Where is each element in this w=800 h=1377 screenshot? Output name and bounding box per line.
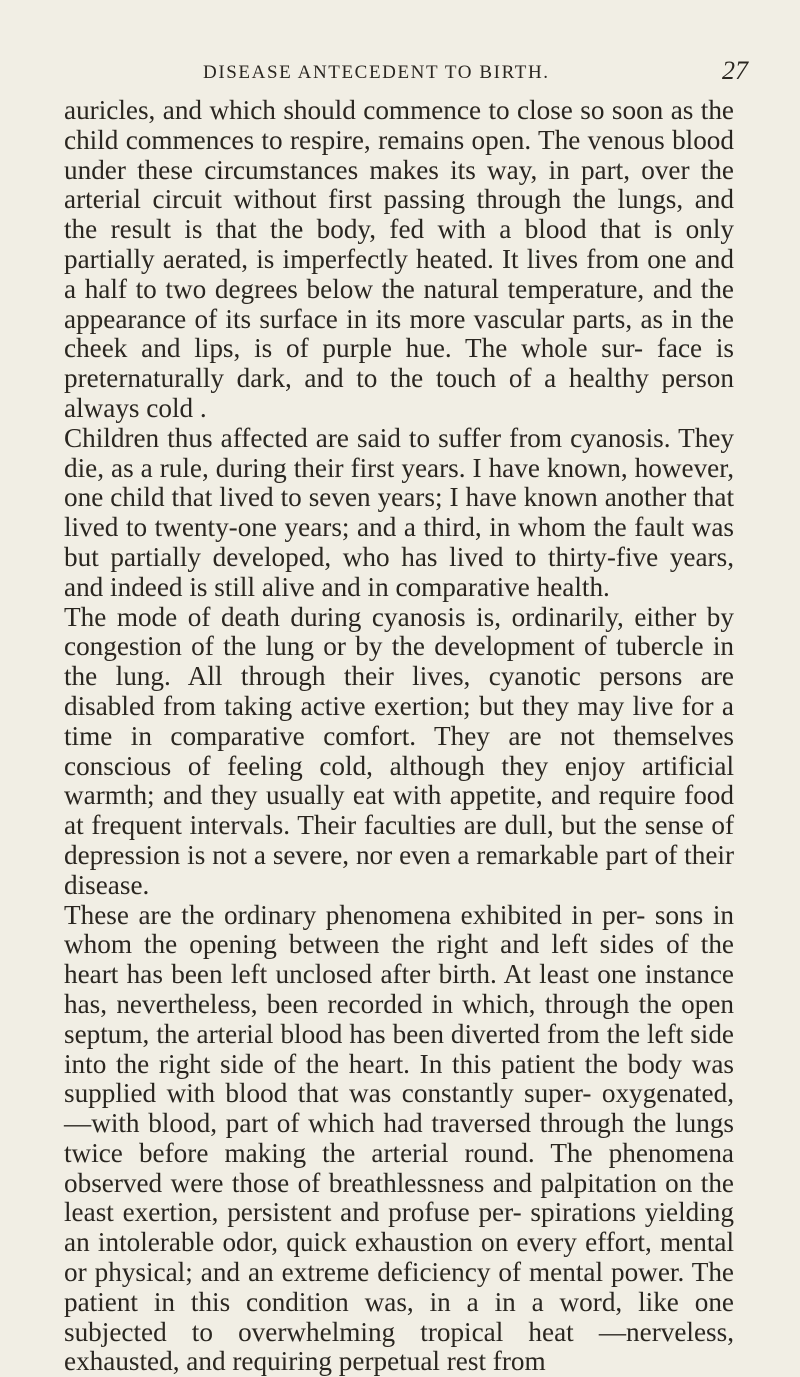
running-title: DISEASE ANTECEDENT TO BIRTH. [203, 62, 550, 83]
running-head [0, 56, 800, 86]
page-number: 27 [722, 56, 748, 85]
paragraph-4: These are the ordinary phenomena exhibited in per- sons in whom the opening between the right and left sides of the heart has been left unclosed after birth. At least one instance has, nevertheless, been recorded in which, through the open septum, the arterial blood has been diverted from the left side into the right side of the heart. In this patient the body was supplied with blood that was constantly super- oxygenated,—with blood, part of which had traversed through the lungs twice before making the arterial round. The phenomena observed were those of breathlessness and palpitation on the least exertion, persistent and profuse per- spirations yielding an intolerable odor, quick exhaustion on every effort, mental or physical; and an extreme deficiency of mental power. The patient in this condition was, in a in a word, like one subjected to overwhelming tropical heat —nerveless, exhausted, and requiring perpetual rest from [64, 899, 734, 1377]
paragraph-3: The mode of death during cyanosis is, ordinarily, either by congestion of the lung or by the development of tubercle in the lung. All through their lives, cyanotic persons are disabled from taking active exertion; but they may live for a time in comparative comfort. They are not themselves conscious of feeling cold, although they enjoy artificial warmth; and they usually eat with appetite, and require food at frequent intervals. Their faculties are dull, but the sense of depression is not a severe, nor even a remarkable part of their disease. [64, 601, 734, 900]
body-text [64, 96, 734, 1377]
paragraph-1: auricles, and which should commence to close so soon as the child commences to respire, remains open. The venous blood under these circumstances makes its way, in part, over the arterial circuit without first passing through the lungs, and the result is that the body, fed with a blood that is only partially aerated, is imperfectly heated. It lives from one and a half to two degrees below the natural temperature, and the appearance of its surface in its more vascular parts, as in the cheek and lips, is of purple hue. The whole sur- face is preternaturally dark, and to the touch of a healthy person always cold . [64, 95, 734, 423]
paragraph-2: Children thus affected are said to suffer from cyanosis. They die, as a rule, during their first years. I have known, however, one child that lived to seven years; I have known another that lived to twenty-one years; and a third, in whom the fault was but partially developed, who has lived to thirty-five years, and indeed is still alive and in comparative health. [64, 422, 734, 602]
